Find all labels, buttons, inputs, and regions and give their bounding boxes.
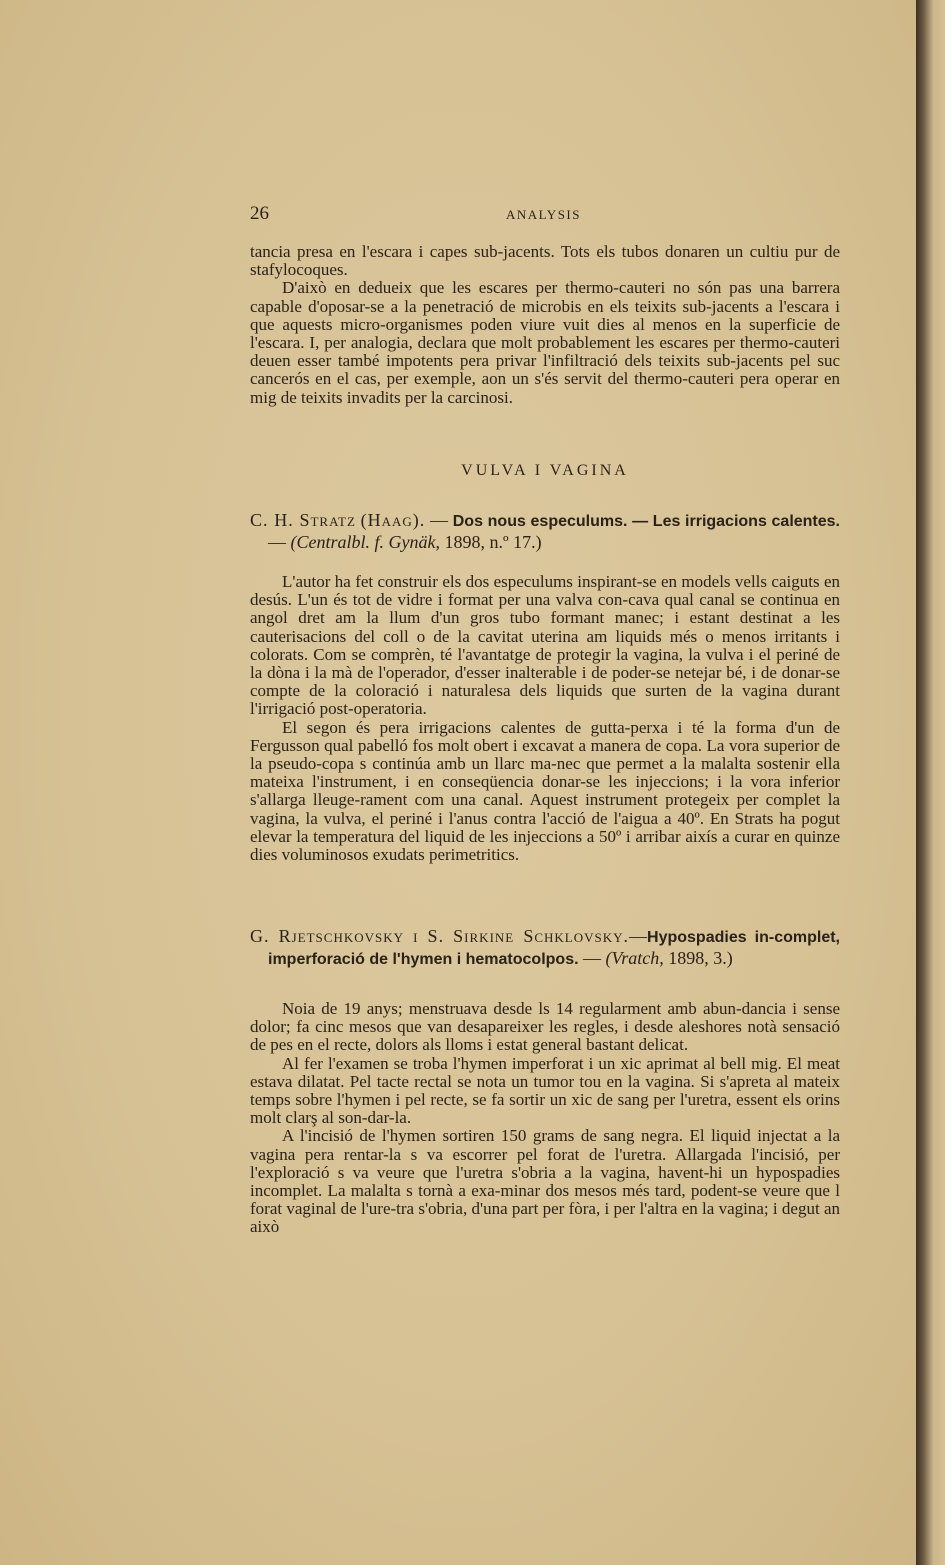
entry-source-journal: (Vratch,	[605, 948, 664, 968]
entry-heading	[250, 926, 840, 970]
page-header	[250, 203, 840, 227]
entry-place: (Haag).	[360, 510, 426, 530]
entry-paragraph: Noia de 19 anys; menstruava desde ls 14 regularment amb abun-dancia i sense dolor; fa cinc mesos que van desapareixer les regles, i desde aleshores notà sensació de pes en el recte, dolors als lloms i estat general bastant delicat.	[250, 999, 840, 1055]
entry-author: C. H. Stratz	[250, 510, 356, 530]
intro-text	[250, 243, 840, 407]
entry-source-rest: 1898, n.º 17.)	[439, 532, 542, 552]
entry-authors: G. Rjetschkovsky i S. Sirkine Schklovsky.	[250, 926, 630, 946]
entry-dash: —	[578, 948, 606, 968]
entry-paragraph: A l'incisió de l'hymen sortiren 150 grams de sang negra. El liquid injectat a la vagina pera rentar-la s va escorrer pel forat de l'uretra. Allargada l'incisió, per l'exploració s va veure que l'uretra s'obria a la vagina, havent-hi un hypospadies incomplet. La malalta s tornà a exa-minar dos mesos més tard, podent-se veure que l forat vaginal de l'ure-tra s'obria, d'una part per fòra, i per l'altra en la vagina; i degut an això	[250, 1126, 840, 1237]
entry-dash: —	[268, 532, 291, 552]
entry-paragraph: Al fer l'examen se troba l'hymen imperforat i un xic aprimat al bell mig. El meat estava dilatat. Pel tacte rectal se nota un tumor tou en la vagina. Si s'apreta al mateix temps sobre l'hymen i pel recte, se fa sortir un xic de sang per l'uretra, essent els orins molt clarş al son-dar-la.	[250, 1053, 840, 1128]
entry-dash: —	[425, 510, 453, 530]
intro-paragraph: D'això en dedueix que les escares per thermo-cauteri no són pas una barrera capable d'oposar-se a la penetració de microbis en els teixits sub-jacents a l'escara i que aquests micro-organismes poden viure vuit dies al menos en la superficie de l'escara. I, per analogia, declara que molt probablement les escares per thermo-cauteri deuen esser també impotents pera privar l'infiltració dels teixits sub-jacents pel suc cancerós en el cas, per exemple, aon un s'és servit del thermo-cauteri pera operar en mig de teixits invadits per la carcinosi.	[250, 278, 840, 407]
entry-title: Hypospadies in-complet, imperforació de l'hymen i hematocolpos.	[268, 929, 841, 968]
page-number: 26	[250, 203, 269, 224]
entry-source-journal: (Centralbl. f. Gynäk,	[290, 532, 440, 552]
entry-body	[250, 1000, 840, 1237]
running-head: ANALYSIS	[506, 207, 581, 222]
entry-dash: —	[629, 926, 648, 946]
entry-paragraph: L'autor ha fet construir els dos especulums inspirant-se en models vells caiguts en desús. L'un és tot de vidre i format per una valva con-cava qual canal se continua en angol dret am la llum d'un gros tubo formant manec; i estant destinat a les cauterisacions del coll o de la cavitat uterina am liquids més o menos irritants i colorats. Com se comprèn, té l'avantatge de protegir la vagina, la vulva i el periné de la dòna i la mà de l'operador, d'esser inalterable i de poder-se netejar bé, i de donar-se compte de la coloració i naturalesa dels liquids que surten de la vagina durant l'irrigació post-operatoria.	[250, 572, 840, 719]
section-title: VULVA I VAGINA	[461, 462, 629, 479]
entry-title: Dos nous especulums. — Les irrigacions calentes.	[452, 513, 841, 530]
entry-heading	[250, 510, 840, 552]
intro-paragraph: tancia presa en l'escara i capes sub-jacents. Tots els tubos donaren un cultiu pur de stafylocoques.	[250, 242, 840, 280]
entry-source-rest: 1898, 3.)	[663, 948, 733, 968]
entry-body	[250, 573, 840, 864]
entry-paragraph: El segon és pera irrigacions calentes de gutta-perxa i té la forma d'un de Fergusson qual pabelló fos molt obert i excavat a manera de copa. La vora superior de la pseudo-copa s continúa amb un llarc ma-nec que permet a la malalta sostenir ella mateixa l'instrument, i en conseqüencia donar-se les injeccions; i la vora inferior s'allarga lleuge-rament com una canal. Aquest instrument protegeix per complet la vagina, la vulva, el periné i l'anus contra l'acció de l'aigua a 40º. En Strats ha pogut elevar la temperatura del liquid de les injeccions a 50º i arribar aixís a curar en quinze dies voluminosos exudats perimetritics.	[250, 717, 840, 865]
page-edge-shadow	[916, 0, 945, 1565]
